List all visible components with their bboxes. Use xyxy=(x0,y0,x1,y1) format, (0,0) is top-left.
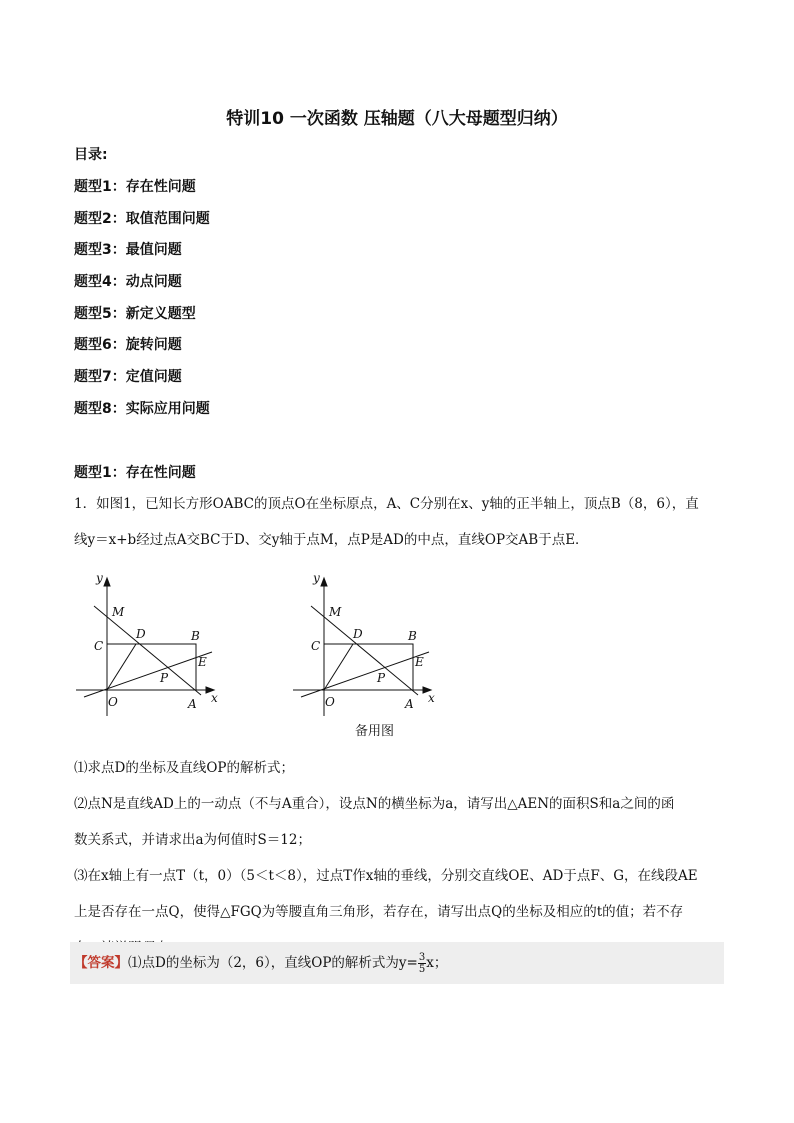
label-d: D xyxy=(353,627,363,641)
label-e: E xyxy=(415,655,424,669)
answer-box xyxy=(70,942,724,984)
question-line: 数关系式，并请求出a为何值时S＝12； xyxy=(74,832,311,848)
question-line: ⑵点N是直线AD上的一动点（不与A重合），设点N的横坐标为a，请写出△AEN的面积S和a之间的函 xyxy=(74,796,675,812)
label-m: M xyxy=(112,605,125,619)
figure-caption: 备用图 xyxy=(355,724,395,739)
toc-item: 题型6：旋转问题 xyxy=(74,337,182,354)
problem-intro xyxy=(74,486,724,558)
question-line: ⑴求点D的坐标及直线OP的解析式； xyxy=(74,760,294,776)
fraction-numerator: 3 xyxy=(418,952,426,963)
label-y: y xyxy=(313,571,320,585)
question-line: ⑶在x轴上有一点T（t，0）（5＜t＜8），过点T作x轴的垂线，分别交直线OE、AD于点F、G，在线段AE xyxy=(74,868,698,884)
toc-item: 题型1：存在性问题 xyxy=(74,179,196,195)
label-x: x xyxy=(211,691,218,705)
label-b: B xyxy=(191,629,200,643)
label-p: P xyxy=(377,671,386,685)
label-b: B xyxy=(408,629,417,643)
label-y: y xyxy=(96,571,103,585)
fraction-denominator: 5 xyxy=(418,964,426,975)
label-c: C xyxy=(94,639,104,653)
label-c: C xyxy=(311,639,321,653)
answer-tag: 【答案】 xyxy=(74,955,128,971)
label-a: A xyxy=(405,697,414,711)
answer-fraction xyxy=(418,952,426,975)
geometry-figures xyxy=(74,566,454,741)
label-m: M xyxy=(329,605,342,619)
toc-item: 题型5：新定义题型 xyxy=(74,305,196,322)
label-a: A xyxy=(188,697,197,711)
toc-item: 题型8：实际应用问题 xyxy=(74,400,210,417)
question-1 xyxy=(74,750,724,966)
answer-text: ⑴点D的坐标为（2，6），直线OP的解析式为y= xyxy=(128,955,418,971)
toc-list xyxy=(74,176,210,430)
page-title: 特训10 一次函数 压轴题（八大母题型归纳） xyxy=(226,109,568,129)
problem-intro-line: 线y＝x+b经过点A交BC于D、交y轴于点M，点P是AD的中点，直线OP交AB于点E． xyxy=(74,532,589,548)
toc-item: 题型3：最值问题 xyxy=(74,242,182,259)
label-o: O xyxy=(108,695,118,709)
question-line: 上是否存在一点Q，使得△FGQ为等腰直角三角形，若存在，请写出点Q的坐标及相应的t的值；若不存 xyxy=(74,904,684,920)
label-p: P xyxy=(160,671,169,685)
label-d: D xyxy=(136,627,146,641)
section-heading: 题型1：存在性问题 xyxy=(74,465,196,481)
label-x: x xyxy=(428,691,435,705)
label-o: O xyxy=(325,695,335,709)
toc-item: 题型4：动点问题 xyxy=(74,274,182,291)
label-e: E xyxy=(198,655,207,669)
toc-item: 题型7：定值问题 xyxy=(74,369,182,386)
toc-item: 题型2：取值范围问题 xyxy=(74,210,210,227)
answer-tail: x； xyxy=(426,955,448,971)
toc-heading: 目录: xyxy=(74,147,108,163)
problem-intro-line: 1．如图1，已知长方形OABC的顶点O在坐标原点，A、C分别在x、y轴的正半轴上，顶点B（8，6），直 xyxy=(74,496,699,512)
